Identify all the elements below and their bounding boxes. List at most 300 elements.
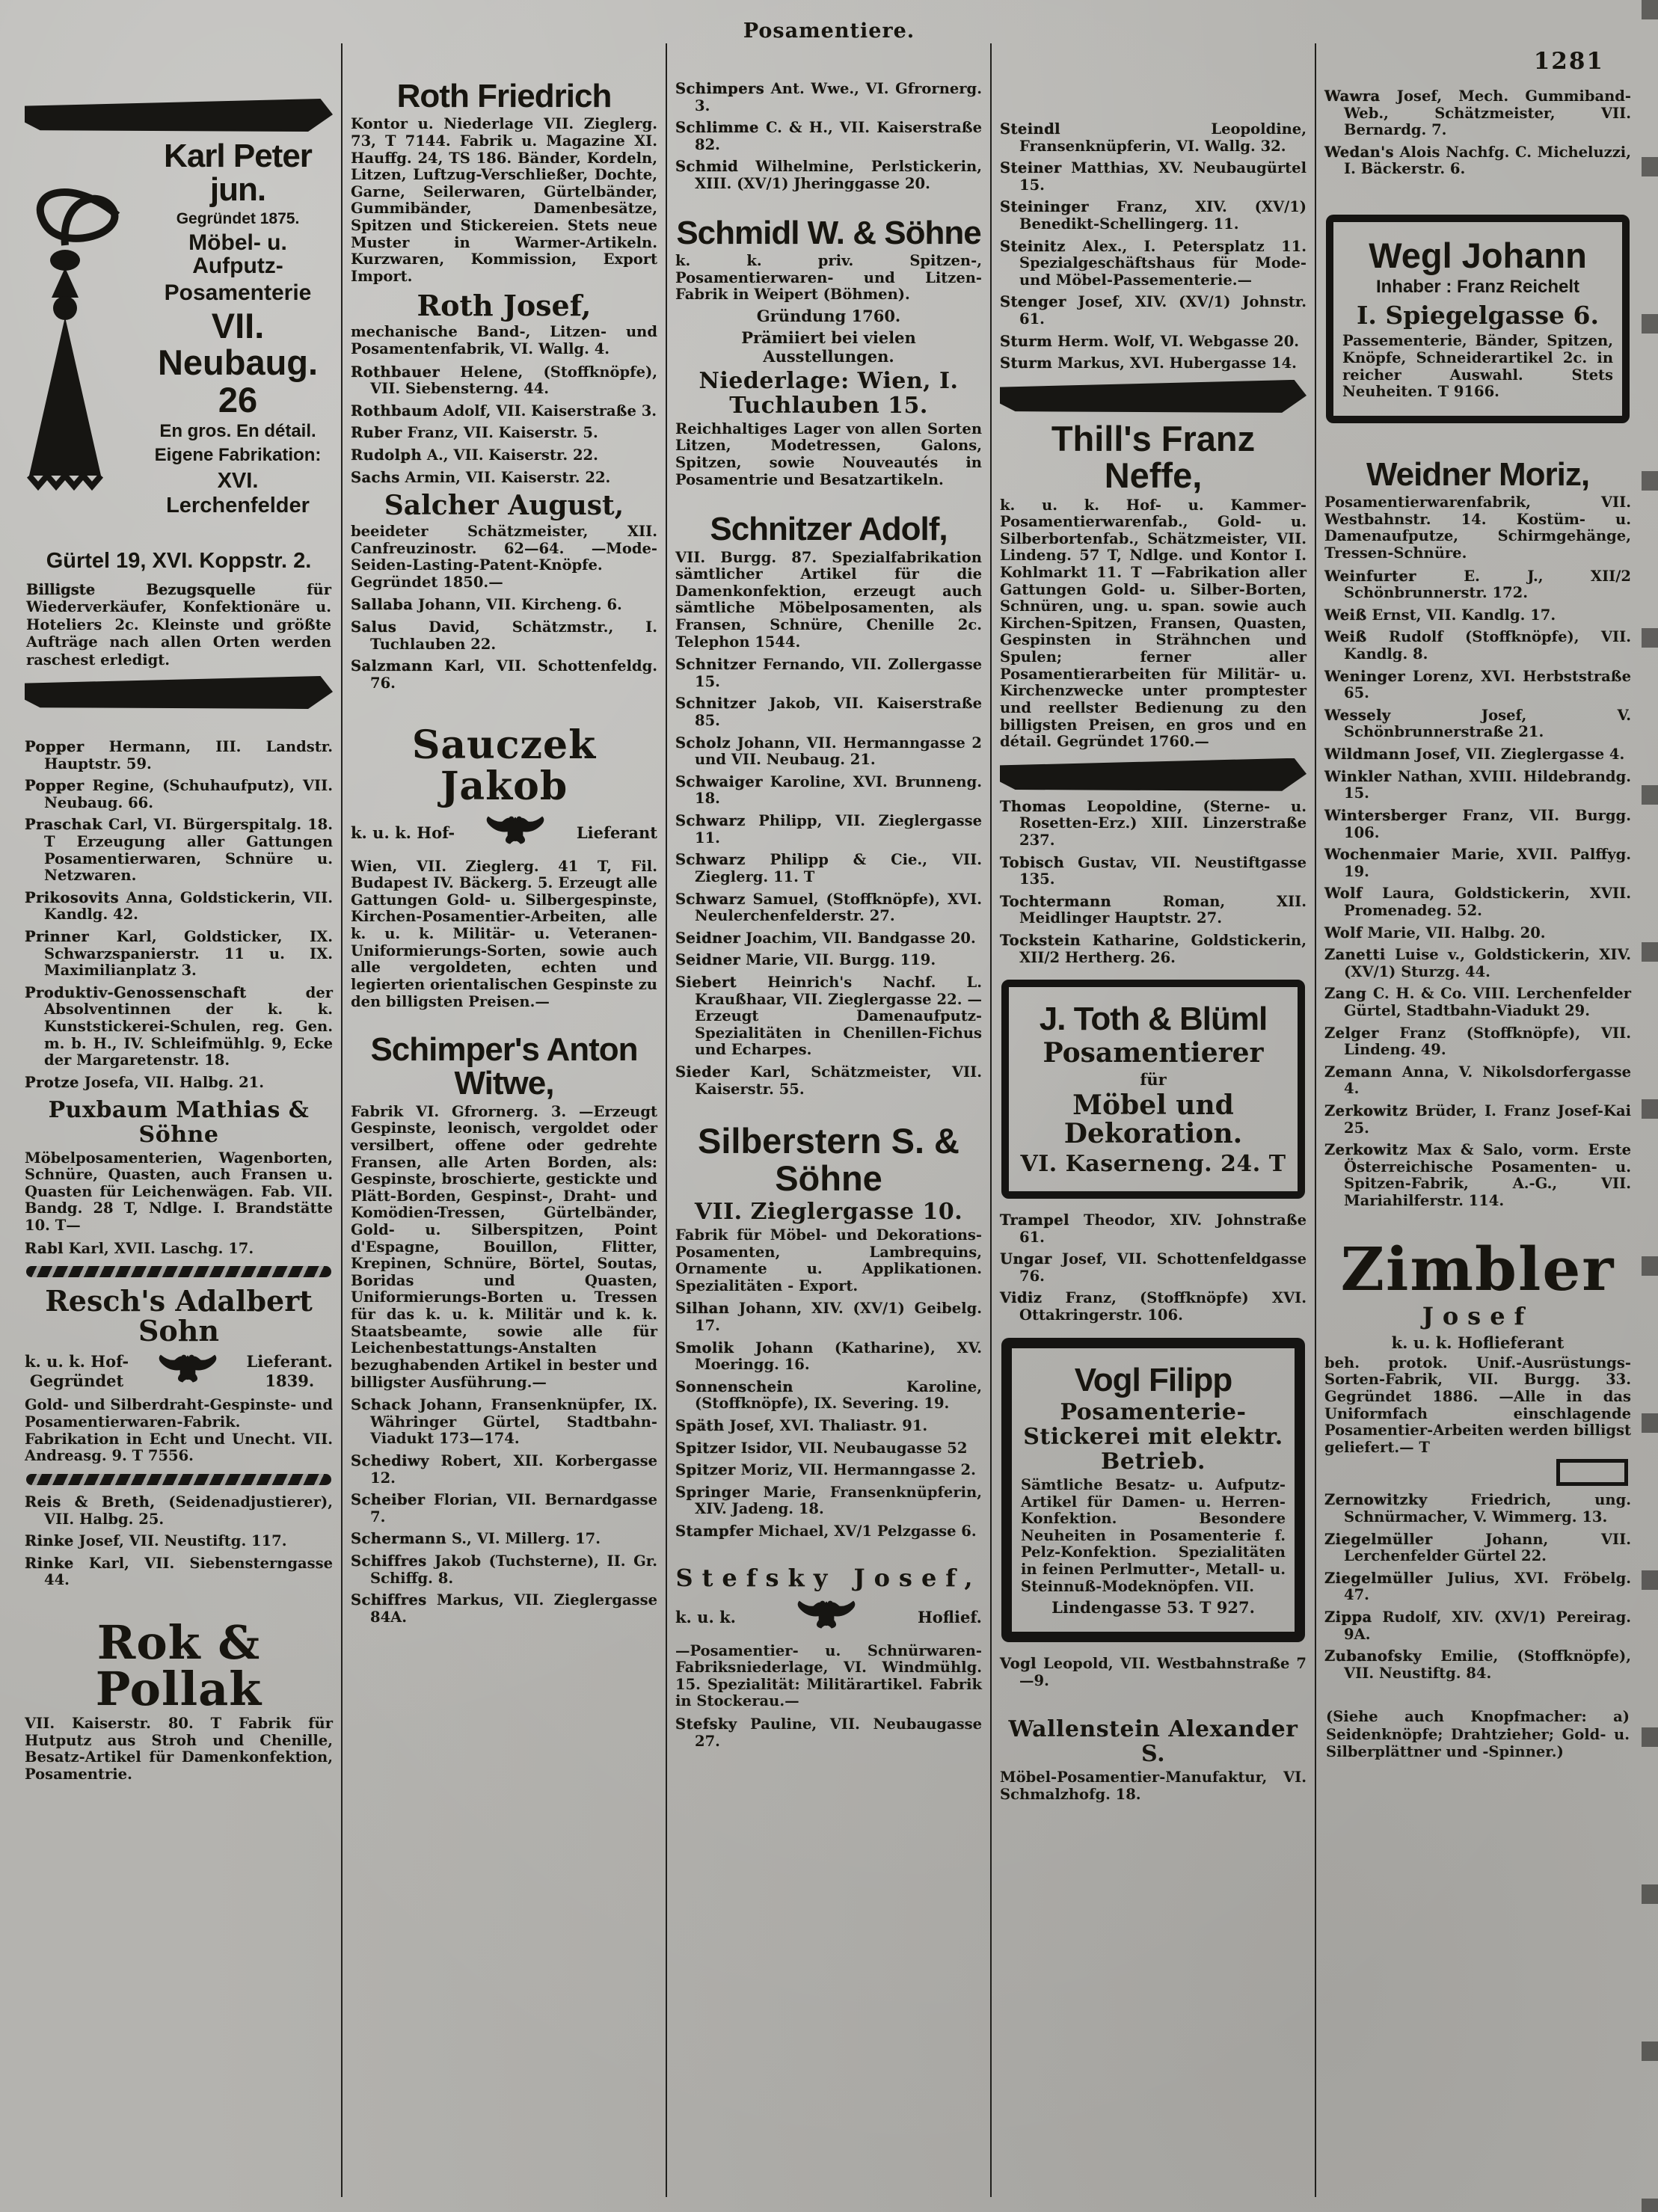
- roth-friedrich-ad-text: Roth Friedrich: [396, 78, 612, 114]
- entry-name: Schnitzer: [675, 695, 757, 713]
- weidner-moriz-ad-text: Posamentierwarenfabrik, VII. Westbahnstr. 14. Kostüm- u. Damenaufputze, Schirmgehänge, Tressen-Schnüre.: [1324, 494, 1631, 562]
- entry-name: Schermann: [351, 1530, 447, 1548]
- roth-friedrich-ad-text: Kontor u. Niederlage VII. Zieglerg. 73, T 7144. Fabrik u. Magazine XI. Hauffg. 24, TS 186. Bänder, Kordeln, Litzen, Luftzug-Verschließer, Dochte, Garne, Seilerwaren, Gürtelbänder, Gummibänder, Damenbesätze, Spitzen und Stickereien. Stets neue Muster in Warmer-Artikeln. Kurzwaren, Kommission, Export Import.: [351, 115, 657, 285]
- karl-peter-ad-address-text: Gürtel 19, XVI. Koppstr. 2.: [46, 549, 312, 573]
- entry-name: Rudolph: [351, 446, 423, 464]
- directory-entry: Wawra Josef, Mech. Gummiband-Web., Schätzmeister, VII. Bernardg. 7.: [1324, 87, 1631, 139]
- karl-peter-ad-text: VII. Neubaug. 26: [157, 306, 319, 420]
- spacer: [351, 697, 657, 719]
- directory-entry: Schwaiger Karoline, XVI. Brunneng. 18.: [675, 772, 982, 808]
- directory-entry: Ungar Josef, VII. Schottenfeldgasse 76.: [1000, 1250, 1307, 1285]
- directory-entry: Zippa Rudolf, XIV. (XV/1) Pereirag. 9A.: [1324, 1609, 1631, 1643]
- spacer: [25, 43, 333, 91]
- directory-entry: Ruber Franz, VII. Kaiserstr. 5.: [351, 424, 598, 442]
- spacer: [675, 1103, 982, 1116]
- karl-peter-ad-text: Eigene Fabrikation:: [154, 445, 322, 466]
- spacer: [1324, 437, 1631, 452]
- entry-name: Steindl: [1000, 120, 1060, 138]
- directory-entry: Schwarz Samuel, (Stoffknöpfe), XVI. Neulerchenfelderstr. 27.: [675, 890, 982, 925]
- directory-entry: Schack Johann, Fransenknüpfer, IX. Währinger Gürtel, Stadtbahn-Viadukt 173—174.: [351, 1396, 657, 1448]
- silberstern-ad-text: Fabrik für Möbel- und Dekorations-Posamenten, Lambrequins, Ornamente u. Applikationen. Spezialitäten - Export.: [675, 1226, 982, 1294]
- directory-entry: Sturm Markus, XVI. Hubergasse 14.: [1000, 354, 1297, 372]
- wegl-johann-ad-text: Wegl Johann: [1369, 236, 1587, 276]
- entry-name: Thomas: [1000, 797, 1066, 815]
- directory-entry: Zemann Anna, V. Nikolsdorfergasse 4.: [1324, 1063, 1631, 1098]
- directory-entry: Smolik Johann (Katharine), XV. Moeringg. 16.: [675, 1339, 982, 1374]
- schmidl-ad-text: Schmidl W. & Söhne: [676, 214, 981, 251]
- hoflieferant-left: [675, 1608, 736, 1627]
- karl-peter-ad-address: [25, 549, 333, 574]
- entry-name: Zang: [1324, 985, 1367, 1003]
- entry-name: Wawra: [1324, 87, 1381, 105]
- spacer: [675, 43, 982, 81]
- entry-name: Wildmann: [1324, 746, 1410, 764]
- column-5: [1315, 43, 1639, 2197]
- puxbaum-ad: [25, 1098, 333, 1235]
- vogl-filipp-ad-text: Lindengasse 53. T 927.: [1051, 1598, 1255, 1617]
- entry-name: Vogl: [1000, 1655, 1037, 1673]
- schnitzer-adolf-ad-text: VII. Burgg. 87. Spezialfabrikation sämtlicher Artikel für die Damenkonfektion, erzeugt auch sämtliche Möbelposamenten, als Fransen, Schnüre, Chenille 2c. Telephon 1544.: [675, 548, 982, 651]
- entry-name: Schimpers: [675, 80, 765, 97]
- salcher-ad: [351, 492, 657, 591]
- hoflieferant-label: k. u. k. Hof-: [25, 1351, 129, 1371]
- directory-entry: Wildmann Josef, VII. Zieglergasse 4.: [1324, 746, 1625, 764]
- entry-name: Schnitzer: [675, 656, 757, 674]
- weidner-moriz-ad: [1324, 455, 1631, 562]
- entry-name: Protze: [25, 1073, 79, 1091]
- column-1: [16, 43, 341, 2197]
- karl-peter-ad: [25, 139, 333, 543]
- entry-name: Prikosovits: [25, 888, 119, 906]
- directory-entry: Sallaba Johann, VII. Kircheng. 6.: [351, 596, 622, 614]
- zimbler-ad-text: k. u. k. Hoflieferant: [1391, 1333, 1565, 1352]
- directory-entry: Wochenmaier Marie, XVII. Palffyg. 19.: [1324, 846, 1631, 880]
- column-3: [666, 43, 990, 2197]
- entry-name: Scholz: [675, 734, 731, 752]
- directory-entry: Seidner Marie, VII. Burgg. 119.: [675, 951, 936, 969]
- entry-name: Praschak: [25, 816, 102, 834]
- schmidl-ad-text: Niederlage: Wien, I. Tuchlauben 15.: [698, 367, 959, 419]
- spacer: [675, 1546, 982, 1558]
- entry-name: Wochenmaier: [1324, 846, 1440, 864]
- directory-entry: Salzmann Karl, VII. Schottenfeldg. 76.: [351, 657, 657, 692]
- running-title: Posamentiere.: [743, 19, 915, 43]
- entry-name: Schlimme: [675, 119, 759, 137]
- thills-franz-neffe-ad-text: Thill's Franz Neffe,: [1051, 418, 1256, 496]
- entry-name: Siebert: [675, 973, 737, 991]
- directory-entry: Schiffres Jakob (Tuchsterne), II. Gr. Schiffg. 8.: [351, 1552, 657, 1587]
- hoflieferant-right: [918, 1608, 982, 1627]
- directory-entry: Vidiz Franz, (Stoffknöpfe) XVI. Ottakringerstr. 106.: [1000, 1289, 1307, 1324]
- entry-name: Spitzer: [675, 1461, 736, 1479]
- directory-entry: Popper Regine, (Schuhaufputz), VII. Neubaug. 66.: [25, 777, 333, 811]
- entry-name: Smolik: [675, 1339, 734, 1357]
- directory-entry: Sturm Herm. Wolf, VI. Webgasse 20.: [1000, 332, 1300, 350]
- schmidl-ad-text: Prämiiert bei vielen Ausstellungen.: [741, 328, 916, 366]
- silberstern-ad-text: Silberstern S. & Söhne: [698, 1121, 960, 1198]
- toth-blueml-ad-text: Möbel und Dekoration.: [1063, 1090, 1243, 1150]
- entry-name: Schack: [351, 1396, 411, 1414]
- karl-peter-ad-text: Karl Peter jun.: [164, 138, 312, 209]
- entry-name: Popper: [25, 777, 85, 795]
- entry-name: Ziegelmüller: [1324, 1569, 1433, 1587]
- hoflieferant-row: [351, 814, 657, 852]
- hoflieferant-right: [577, 823, 657, 843]
- spacer: [675, 494, 982, 506]
- spacer: [351, 43, 657, 73]
- entry-name: Stampfer: [675, 1523, 754, 1540]
- entry-name: Ungar: [1000, 1250, 1052, 1268]
- entry-name: Wolf: [1324, 885, 1363, 903]
- salcher-ad-text: beeideter Schätzmeister, XII. Canfreuzinostr. 62—64. —Mode-Seiden-Lasting-Patent-Knöpfe. Gegründet 1850.—: [351, 522, 657, 591]
- directory-entry: Schnitzer Jakob, VII. Kaiserstraße 85.: [675, 695, 982, 730]
- directory-entry: Rothbaum Adolf, VII. Kaiserstraße 3.: [351, 402, 657, 420]
- rok-pollak-ad-text: VII. Kaiserstr. 80. T Fabrik für Hutputz aus Stroh und Chenille, Besatz-Artikel für Damenkonfektion, Posamentrie.: [25, 1714, 333, 1783]
- note-text: Billigste Bezugsquelle für Wiederverkäufer, Konfektionäre u. Hoteliers 2c. Kleinste und größte Aufträge nach allen Orten werden raschest erledigt.: [26, 581, 331, 669]
- entry-name: Zubanofsky: [1324, 1647, 1422, 1665]
- zimbler-ad-text: Zimbler: [1340, 1233, 1615, 1304]
- entry-name: Salzmann: [351, 657, 434, 675]
- entry-name: Rabl: [25, 1239, 64, 1257]
- directory-entry: Sonnenschein Karoline, (Stoffknöpfe), IX. Severing. 19.: [675, 1377, 982, 1413]
- directory-entry: Tockstein Katharine, Goldstickerin, XII/2 Hertherg. 26.: [1000, 932, 1307, 966]
- directory-entry: Zernowitzky Friedrich, ung. Schnürmacher, V. Wimmerg. 13.: [1324, 1491, 1631, 1526]
- directory-entry: Silhan Johann, XIV. (XV/1) Geibelg. 17.: [675, 1300, 982, 1334]
- resch-ad: [25, 1286, 333, 1465]
- entry-name: Ziegelmüller: [1324, 1530, 1433, 1548]
- directory-entry: Schnitzer Fernando, VII. Zollergasse 15.: [675, 656, 982, 690]
- entry-name: Schiffres: [351, 1552, 427, 1570]
- directory-entry: Wedan's Alois Nachfg. C. Micheluzzi, I. Bäckerstr. 6.: [1324, 143, 1631, 178]
- spacer: [351, 1016, 657, 1027]
- entry-name: Tockstein: [1000, 932, 1081, 950]
- divider-bar: [25, 99, 333, 132]
- directory-entry: Zubanofsky Emilie, (Stoffknöpfe), VII. Neustiftg. 84.: [1324, 1647, 1631, 1682]
- imperial-eagle-icon: [483, 814, 547, 852]
- spacer: [25, 716, 333, 739]
- directory-entry: Prinner Karl, Goldsticker, IX. Schwarzspanierstr. 11 u. IX. Maximilianplatz 3.: [25, 928, 333, 980]
- directory-entry: Siebert Heinrich's Nachf. L. Kraußhaar, VII. Zieglergasse 22. —Erzeugt Damenaufputz-Spezialitäten in Chenillen-Fichus und Echarpes.: [675, 973, 982, 1059]
- directory-entry: Spitzer Moriz, VII. Hermanngasse 2.: [675, 1461, 976, 1479]
- entry-name: Winkler: [1324, 767, 1392, 785]
- directory-entry: Schlimme C. & H., VII. Kaiserstraße 82.: [675, 119, 982, 153]
- entry-name: Steinitz: [1000, 237, 1066, 255]
- entry-name: Tochtermann: [1000, 892, 1112, 910]
- imperial-eagle-icon: [156, 1352, 220, 1391]
- directory-entry: Seidner Joachim, VII. Bandgasse 20.: [675, 929, 976, 947]
- entry-name: Reis & Breth,: [25, 1493, 156, 1511]
- entry-name: Schwaiger: [675, 772, 763, 790]
- schimper-witwe-ad-text: Fabrik VI. Gfrornerg. 3. —Erzeugt Gespinste, leonisch, vergoldet oder versilbert, offene oder gedrehte Fransen, alle Arten Borden, als: Gespinste, broschierte, gestickte und Plätt-Borden, Gespinst-, Draht- und Komödien-Tressen, Gürtelbänder, Gold- u. Silberspitzen, Point d'Espagne, Bouillon, Flitter, Krepinen, Schnüre, Börtel, Soutas, Boridas und Quasten, Uniformierungs-Borten u. Tressen für das k. u. k. Militär und k. k. Staatsbeamte, sowie alle für Leichenbestattungs-Anstalten bezughabenden Artikel in bester und billigster Ausführung.—: [351, 1102, 657, 1391]
- entry-name: Späth: [675, 1417, 725, 1434]
- entry-name: Seidner: [675, 929, 741, 947]
- entry-name: Schiffres: [351, 1591, 427, 1609]
- directory-entry: Schediwy Robert, XII. Korbergasse 12.: [351, 1451, 657, 1487]
- entry-name: Weiß: [1324, 606, 1367, 624]
- directory-entry: Popper Hermann, III. Landstr. Hauptstr. 59.: [25, 737, 333, 772]
- directory-entry: Zang C. H. & Co. VIII. Lerchenfelder Gürtel, Stadtbahn-Viadukt 29.: [1324, 985, 1631, 1019]
- directory-entry: Praschak Carl, VI. Bürgerspitalg. 18. T Erzeugung aller Gattungen Posamentierwaren, Schnüre u. Netzwaren.: [25, 816, 333, 885]
- entry-name: Wolf: [1324, 924, 1363, 941]
- spacer: [1000, 43, 1307, 121]
- schmidl-ad-text: Reichhaltiges Lager von allen Sorten Litzen, Modetressen, Galons, Spitzen, sowie Nouveautés in Posamentrie und Besatzartikeln.: [675, 420, 982, 488]
- schmidl-ad-text: Gründung 1760.: [756, 306, 901, 325]
- karl-peter-ad-text: Möbel- u. Aufputz-: [188, 230, 287, 279]
- directory-entry: Schimpers Ant. Wwe., VI. Gfrornerg. 3.: [675, 80, 982, 114]
- spacer: [675, 198, 982, 210]
- rok-pollak-ad: [25, 1615, 333, 1783]
- entry-name: Stenger: [1000, 293, 1066, 311]
- entry-name: Zerkowitz: [1324, 1102, 1408, 1120]
- hoflieferant-row: [25, 1352, 333, 1392]
- directory-entry: Thomas Leopoldine, (Sterne- u. Rosetten-Erz.) XIII. Linzerstraße 237.: [1000, 797, 1307, 849]
- entry-name: Sachs: [351, 468, 400, 486]
- wegl-johann-ad: [1326, 215, 1630, 423]
- directory-entry: Rinke Josef, VII. Neustiftg. 117.: [25, 1532, 287, 1550]
- directory-entry: Stefsky Pauline, VII. Neubaugasse 27.: [675, 1715, 982, 1750]
- directory-entry: Produktiv-Genossenschaft der Absolventinnen der k. k. Kunststickerei-Schulen, reg. Gen. m. b. H., IV. Schleifmühlg. 9, Ecke der Margaretenstr. 18.: [25, 983, 333, 1069]
- directory-entry: Wolf Laura, Goldstickerin, XVII. Promenadeg. 52.: [1324, 885, 1631, 919]
- toth-blueml-ad-text: J. Toth & Blüml: [1039, 1001, 1268, 1038]
- directory-entry: Spitzer Isidor, VII. Neubaugasse 52: [675, 1439, 968, 1457]
- note-lead: Billigste Bezugsquelle: [26, 581, 256, 598]
- entry-name: Rinke: [25, 1532, 74, 1550]
- vogl-filipp-ad-text: Sämtliche Besatz- u. Aufputz-Artikel für Damen- u. Herren-Konfektion. Besondere Neuheiten in Posamenterie f. Pelz-Konfektion. Spezialitäten in feinen Perlmutter-, Metall- u. Steinnuß-Modeknöpfen. VII.: [1021, 1475, 1286, 1595]
- entry-name: Salus: [351, 618, 397, 636]
- tassel-illustration: [22, 176, 134, 506]
- wegl-johann-ad-text: Inhaber : Franz Reichelt: [1375, 277, 1580, 298]
- spacer: [1324, 1215, 1631, 1233]
- directory-entry: Stampfer Michael, XV/1 Pelzgasse 6.: [675, 1523, 977, 1540]
- directory-entry: Rothbauer Helene, (Stoffknöpfe), VII. Siebensterng. 44.: [351, 363, 657, 398]
- resch-ad-text: Resch's Adalbert Sohn: [45, 1284, 313, 1348]
- entry-name: Steiner: [1000, 159, 1062, 177]
- silberstern-ad: [675, 1122, 982, 1294]
- divider-chain: [26, 1474, 331, 1485]
- divider-chain: [26, 1266, 331, 1277]
- directory-entry: Ziegelmüller Julius, XVI. Fröbelg. 47.: [1324, 1569, 1631, 1604]
- sauczek-ad: [351, 722, 657, 1010]
- hoflieferant-label: k. u. k. Hof-: [351, 823, 455, 842]
- column-2: [341, 43, 666, 2197]
- stefsky-ad-text: Stefsky Josef,: [675, 1563, 982, 1592]
- wegl-johann-ad-text: I. Spiegelgasse 6.: [1356, 301, 1599, 331]
- entry-name: Ruber: [351, 424, 402, 442]
- toth-blueml-ad-text: Posamentierer: [1043, 1036, 1264, 1069]
- entry-name: Schwarz: [675, 890, 746, 908]
- entry-name: Zernowitzky: [1324, 1491, 1428, 1509]
- entry-name: Rothbaum: [351, 402, 438, 420]
- directory-entry: Schwarz Philipp, VII. Zieglergasse 11.: [675, 812, 982, 847]
- directory-entry: Späth Josef, XVI. Thaliastr. 91.: [675, 1417, 928, 1434]
- karl-peter-ad-text: Gegründet 1875.: [176, 209, 300, 227]
- directory-entry: Zerkowitz Brüder, I. Franz Josef-Kai 25.: [1324, 1102, 1631, 1137]
- directory-entry: Ziegelmüller Johann, VII. Lerchenfelder Gürtel 22.: [1324, 1530, 1631, 1565]
- directory-entry: Weinfurter E. J., XII/2 Schönbrunnerstr. 172.: [1324, 567, 1631, 602]
- thills-franz-neffe-ad: [1000, 420, 1307, 751]
- entry-name: Stefsky: [675, 1715, 737, 1733]
- spacer: [25, 1594, 333, 1614]
- vogl-filipp-ad-text: Vogl Filipp: [1074, 1361, 1232, 1398]
- entry-name: Sturm: [1000, 354, 1053, 372]
- entry-name: Zanetti: [1324, 946, 1386, 964]
- note-text: (Siehe auch Knopfmacher: a) Seidenknöpfe; Drahtzieher; Gold- u. Silberplättner und -Spinner.): [1326, 1708, 1630, 1761]
- vogl-filipp-ad-text: Posamenterie-Stickerei mit elektr. Betrieb.: [1023, 1398, 1283, 1475]
- karl-peter-ad-text: En gros. En détail.: [159, 421, 316, 442]
- directory-entry: Weninger Lorenz, XVI. Herbststraße 65.: [1324, 667, 1631, 702]
- directory-entry: Trampel Theodor, XIV. Johnstraße 61.: [1000, 1211, 1307, 1246]
- schnitzer-adolf-ad-text: Schnitzer Adolf,: [710, 511, 948, 548]
- columns-container: [16, 43, 1639, 2197]
- directory-entry: Winkler Nathan, XVIII. Hildebrandg. 15.: [1324, 767, 1631, 802]
- directory-entry: Scheiber Florian, VII. Bernardgasse 7.: [351, 1491, 657, 1526]
- hoflieferant-label: Hoflief.: [917, 1607, 982, 1626]
- schmidl-ad-text: k. k. priv. Spitzen-, Posamentierwaren- und Litzen-Fabrik in Weipert (Böhmen).: [675, 251, 982, 304]
- puxbaum-ad-text: Möbelposamenterien, Wagenborten, Schnüre, Quasten, auch Fransen u. Quasten für Leichenwägen. Fab. VII. Bandg. 28 T, Ndlge. I. Brandstätte 10. T—: [25, 1149, 333, 1234]
- zimbler-ad-text: beh. protok. Unif.-Ausrüstungs-Sorten-Fabrik, VII. Burgg. 33. Gegründet 1886. —Alle in das Uniformfach einschlagende Posamentier-Arbeiten werden billigst geliefert.— T: [1324, 1354, 1631, 1456]
- spacer: [1324, 1687, 1631, 1701]
- entry-name: Seidner: [675, 951, 741, 969]
- directory-entry: Reis & Breth, (Seidenadjustierer), VII. Halbg. 25.: [25, 1493, 333, 1528]
- entry-name: Schwarz: [675, 851, 746, 869]
- toth-blueml-ad: [1001, 980, 1305, 1199]
- hoflieferant-right: [247, 1352, 333, 1392]
- schmidl-ad: [675, 216, 982, 489]
- directory-entry: Wessely Josef, V. Schönbrunnerstraße 21.: [1324, 706, 1631, 741]
- wegl-johann-ad-text: Passementerie, Bänder, Spitzen, Knöpfe, Schneiderartikel 2c. in reicher Auswahl. Stets Neuheiten. T 9166.: [1342, 332, 1613, 401]
- zimbler-ad-text: Josef: [1422, 1301, 1534, 1330]
- directory-entry: Scholz Johann, VII. Hermanngasse 2 und VII. Neubaug. 21.: [675, 734, 982, 769]
- divider-bar: [1000, 758, 1307, 791]
- directory-entry: Steindl Leopoldine, Fransenknüpferin, VI. Wallg. 32.: [1000, 120, 1307, 155]
- directory-entry: Wolf Marie, VII. Halbg. 20.: [1324, 924, 1546, 941]
- stefsky-ad: [675, 1564, 982, 1710]
- directory-entry: Wintersberger Franz, VII. Burgg. 106.: [1324, 806, 1631, 841]
- entry-name: Sturm: [1000, 332, 1053, 350]
- entry-name: Zippa: [1324, 1609, 1372, 1626]
- schnitzer-adolf-ad: [675, 512, 982, 651]
- directory-entry: Tobisch Gustav, VII. Neustiftgasse 135.: [1000, 853, 1307, 888]
- directory-entry: Sieder Karl, Schätzmeister, VII. Kaiserstr. 55.: [675, 1063, 982, 1098]
- entry-name: Wedan's: [1324, 143, 1394, 161]
- entry-name: Weinfurter: [1324, 567, 1416, 585]
- entry-name: Sallaba: [351, 596, 414, 614]
- entry-name: Sonnenschein: [675, 1377, 793, 1395]
- entry-name: Rinke: [25, 1554, 74, 1572]
- roth-josef-ad-text: mechanische Band-, Litzen- und Posamentenfabrik, VI. Wallg. 4.: [351, 323, 657, 357]
- directory-entry: Protze Josefa, VII. Halbg. 21.: [25, 1073, 265, 1091]
- directory-entry: Sachs Armin, VII. Kaiserstr. 22.: [351, 468, 611, 486]
- toth-blueml-ad-text: VI. Kaserneng. 24. T: [1020, 1150, 1286, 1177]
- hoflieferant-label: Lieferant.: [246, 1351, 333, 1371]
- directory-entry: Weiß Ernst, VII. Kandlg. 17.: [1324, 606, 1556, 624]
- directory-entry: Zerkowitz Max & Salo, vorm. Erste Österreichische Posamenten- u. Spitzen-Fabrik, A.-G., VII. Mariahilferstr. 114.: [1324, 1141, 1631, 1210]
- hoflieferant-label: 1839.: [265, 1371, 315, 1391]
- hoflieferant-left: [25, 1352, 129, 1392]
- wallenstein-ad-text: Wallenstein Alexander S.: [1008, 1716, 1298, 1768]
- hoflieferant-left: [351, 823, 455, 843]
- directory-entry: Steiner Matthias, XV. Neubaugürtel 15.: [1000, 159, 1307, 194]
- salcher-ad-text: Salcher August,: [384, 490, 624, 522]
- directory-entry: Vogl Leopold, VII. Westbahnstraße 7—9.: [1000, 1655, 1307, 1689]
- entry-name: Scheiber: [351, 1491, 426, 1509]
- karl-peter-ad-text: Posamenterie: [164, 280, 312, 305]
- thills-franz-neffe-ad-text: k. u. k. Hof- u. Kammer-Posamentierwarenfab., Gold- u. Silberbortenfab., Schätzmeister, VII. Lindeng. 57 T, Ndlge. und Kontor I. Kohlmarkt 11. T —Fabrikation aller Gattungen Gold- u. Silber-Borten, Schnüren, ung. u. span. sowie auch Kirchen-Spitzen, Fransen, Quasten, Gespinsten in Strähnchen und Spulen; ferner aller Posamentierarbeiten für Militär- u. Kirchenzwecke unter promptester und reellster Bedienung zu den billigsten Preisen, en gros und en détail. Gegründet 1760.—: [1000, 496, 1307, 751]
- directory-entry: Steinitz Alex., I. Petersplatz 11. Spezialgeschäftshaus für Mode- und Möbel-Passementerie.—: [1000, 237, 1307, 289]
- entry-name: Vidiz: [1000, 1289, 1043, 1307]
- entry-name: Steininger: [1000, 198, 1089, 216]
- entry-name: Wessely: [1324, 706, 1391, 724]
- directory-entry: Zelger Franz (Stoffknöpfe), VII. Lindeng. 49.: [1324, 1024, 1631, 1059]
- schimper-witwe-ad: [351, 1033, 657, 1391]
- toth-blueml-ad-text: für: [1140, 1070, 1167, 1090]
- directory-entry: Tochtermann Roman, XII. Meidlinger Hauptstr. 27.: [1000, 892, 1307, 927]
- entry-name: Rothbauer: [351, 363, 440, 381]
- hoflieferant-label: Gegründet: [29, 1371, 124, 1391]
- hoflieferant-row: [675, 1598, 982, 1637]
- directory-entry: Steininger Franz, XIV. (XV/1) Benedikt-Schellingerg. 11.: [1000, 198, 1307, 233]
- sauczek-ad-text: Wien, VII. Zieglerg. 41 T, Fil. Budapest IV. Bäckerg. 5. Erzeugt alle Gattungen Gold- u. Silbergespinste, Kirchen-Posamentier-Arbeiten, alle k. u. k. Militär- u. Veteranen-Uniformierungs-Sorten, sowie auch alle vergoldeten, echten und legierten orientalischen Gespinste zu den billigsten Preisen.—: [351, 857, 657, 1010]
- roth-friedrich-ad: [351, 79, 657, 285]
- directory-entry: Rudolph A., VII. Kaiserstr. 22.: [351, 446, 598, 464]
- entry-name: Zemann: [1324, 1063, 1393, 1081]
- framed-telegram-mark: [1556, 1459, 1628, 1486]
- resch-ad-text: Gold- und Silberdraht-Gespinste- und Posamentierwaren-Fabrik. Fabrikation in Echt und Unecht. VII. Andreasg. 9. T 7556.: [25, 1396, 333, 1465]
- directory-entry: Schmid Wilhelmine, Perlstickerin, XIII. (XV/1) Jheringgasse 20.: [675, 158, 982, 193]
- roth-josef-ad-text: Roth Josef,: [417, 289, 592, 323]
- entry-name: Wintersberger: [1324, 806, 1447, 824]
- imperial-eagle-icon: [794, 1598, 859, 1637]
- weidner-moriz-ad-text: Weidner Moriz,: [1366, 455, 1590, 493]
- silberstern-ad-text: VII. Zieglergasse 10.: [694, 1198, 963, 1225]
- sauczek-ad-text: Sauczek Jakob: [411, 722, 597, 810]
- wallenstein-ad: [1000, 1717, 1307, 1803]
- directory-entry: Weiß Rudolf (Stoffknöpfe), VII. Kandlg. 8.: [1324, 628, 1631, 663]
- vogl-filipp-ad: [1001, 1338, 1305, 1643]
- entry-name: Schmid: [675, 158, 739, 176]
- directory-entry: Salus David, Schätzmstr., I. Tuchlauben 22.: [351, 618, 657, 653]
- rok-pollak-ad-text: Rok & Pollak: [95, 1615, 262, 1716]
- wallenstein-ad-text: Möbel-Posamentier-Manufaktur, VI. Schmalzhofg. 18.: [1000, 1769, 1307, 1803]
- roth-josef-ad: [351, 291, 657, 357]
- directory-entry: Rinke Karl, VII. Siebensterngasse 44.: [25, 1554, 333, 1589]
- entry-name: Schwarz: [675, 812, 746, 830]
- directory-entry: Stenger Josef, XIV. (XV/1) Johnstr. 61.: [1000, 293, 1307, 328]
- spacer: [1000, 1695, 1307, 1711]
- directory-entry: Springer Marie, Fransenknüpferin, XIV. Jadeng. 18.: [675, 1483, 982, 1518]
- karl-peter-ad-text: XVI. Lerchenfelder: [166, 469, 310, 518]
- puxbaum-ad-text: Puxbaum Mathias & Söhne: [48, 1096, 310, 1148]
- spacer: [1324, 183, 1631, 201]
- entry-name: Prinner: [25, 928, 90, 946]
- hoflieferant-label: k. u. k.: [675, 1607, 736, 1626]
- directory-entry: Rabl Karl, XVII. Laschg. 17.: [25, 1239, 254, 1257]
- directory-entry: Schermann S., VI. Millerg. 17.: [351, 1530, 601, 1548]
- directory-entry: Zanetti Luise v., Goldstickerin, XIV. (XV/1) Sturzg. 44.: [1324, 946, 1631, 980]
- directory-entry: Prikosovits Anna, Goldstickerin, VII. Kandlg. 42.: [25, 888, 333, 924]
- entry-name: Springer: [675, 1483, 750, 1501]
- entry-name: Sieder: [675, 1063, 730, 1081]
- entry-name: Silhan: [675, 1300, 730, 1318]
- entry-name: Zelger: [1324, 1024, 1379, 1042]
- divider-bar: [25, 676, 333, 709]
- entry-name: Zerkowitz: [1324, 1141, 1408, 1159]
- stefsky-ad-text: —Posamentier- u. Schnürwaren-Fabriksniederlage, VI. Windmühlg. 15. Spezialität: Militärartikel. Fabrik in Stockerau.—: [675, 1641, 982, 1710]
- hoflieferant-label: Lieferant: [576, 823, 657, 842]
- entry-name: Popper: [25, 737, 85, 755]
- divider-bar: [1000, 380, 1307, 413]
- entry-name: Weninger: [1324, 667, 1405, 685]
